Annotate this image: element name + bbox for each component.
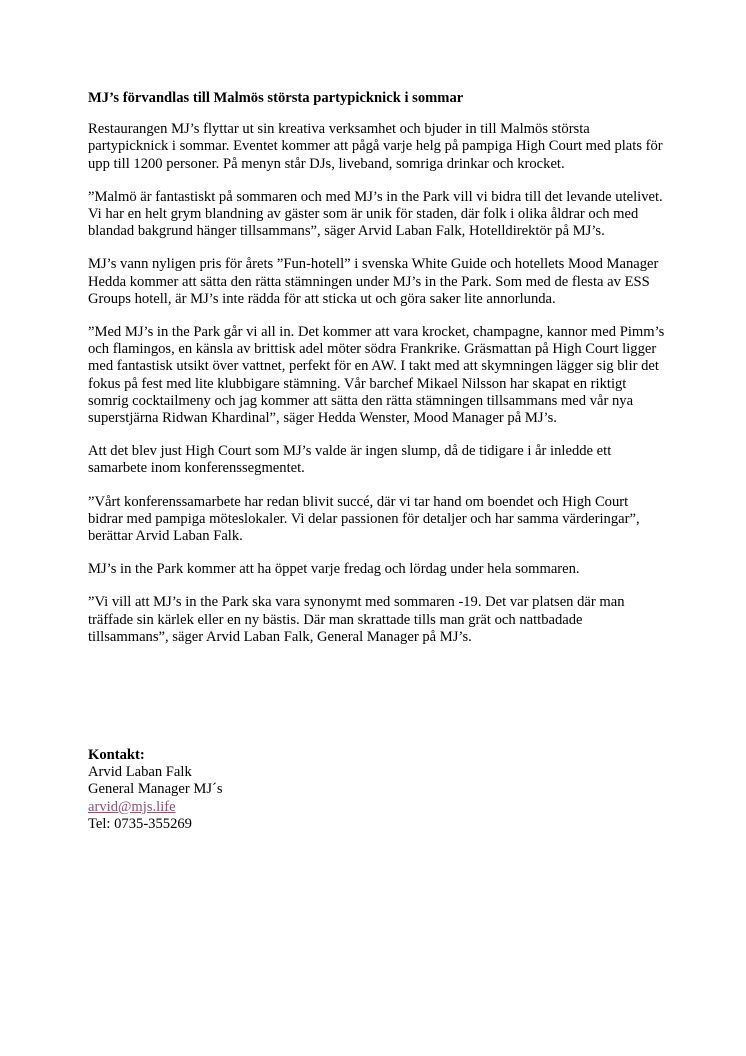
paragraph-quote-conference: ”Vårt konferenssamarbete har redan blivit succé, där vi tar hand om boendet och High Court bidrar med pampiga möteslokaler. Vi delar passionen för detaljer och har samma värderingar”, berättar Arvid Laban Falk. — [88, 493, 640, 545]
paragraph-opening-hours: MJ’s in the Park kommer att ha öppet varje fredag och lördag under hela sommaren. — [88, 561, 580, 578]
document-body — [88, 90, 666, 662]
contact-block — [88, 747, 488, 833]
document-title: MJ’s förvandlas till Malmös största partypicknick i sommar — [88, 90, 464, 106]
contact-role: General Manager MJ´s — [88, 781, 223, 798]
contact-name: Arvid Laban Falk — [88, 764, 192, 781]
contact-email-link[interactable]: arvid@mjs.life — [88, 798, 176, 815]
paragraph-quote-malmo: ”Malmö är fantastiskt på sommaren och med MJ’s in the Park vill vi bidra till det levande utelivet. Vi har en helt grym blandning av gäster som är unik för staden, där folk i olika åldrar och med blandad bakgrund hänger tillsammans”, säger Arvid Laban Falk, Hotelldirektör på MJ’s. — [88, 188, 663, 240]
paragraph-intro: Restaurangen MJ’s flyttar ut sin kreativa verksamhet och bjuder in till Malmös största partypicknick i sommar. Eventet kommer att pågå varje helg på pampiga High Court med plats för upp till 1200 personer. På menyn står DJs, liveband, somriga drinkar och krocket. — [88, 121, 663, 172]
paragraph-award: MJ’s vann nyligen pris för årets ”Fun-hotell” i svenska White Guide och hotellets Mood Manager Hedda kommer att sätta den rätta stämningen under MJ’s in the Park. Som med de flesta av ESS Groups hotell, är MJ’s inte rädda för att sticka ut och göra saker lite annorlunda. — [88, 256, 659, 307]
paragraph-high-court: Att det blev just High Court som MJ’s valde är ingen slump, då de tidigare i år inledde ett samarbete inom konferenssegmentet. — [88, 443, 612, 477]
paragraph-quote-park: ”Med MJ’s in the Park går vi all in. Det kommer att vara krocket, champagne, kannor med Pimm’s och flamingos, en känsla av brittisk adel möter södra Frankrike. Gräsmattan på High Court ligger med fantastisk utsikt över vattnet, perfekt för en AW. I takt med att skymningen lägger sig blir det fokus på fest med lite klubbigare stämning. Vår barchef Mikael Nilsson har skapat en riktigt somrig cocktailmeny och jag kommer att sätta den rätta stämningen tillsammans med vår nya superstjärna Ridwan Khardinal”, säger Hedda Wenster, Mood Manager på MJ’s. — [88, 324, 665, 427]
contact-heading: Kontakt: — [88, 747, 145, 763]
paragraph-quote-summer: ”Vi vill att MJ’s in the Park ska vara synonymt med sommaren -19. Det var platsen där man träffade sin kärlek eller en ny bästis. Där man skrattade tills man grät och nattbadade tillsammans”, säger Arvid Laban Falk, General Manager på MJ’s. — [88, 594, 625, 645]
contact-phone: Tel: 0735-355269 — [88, 815, 192, 832]
